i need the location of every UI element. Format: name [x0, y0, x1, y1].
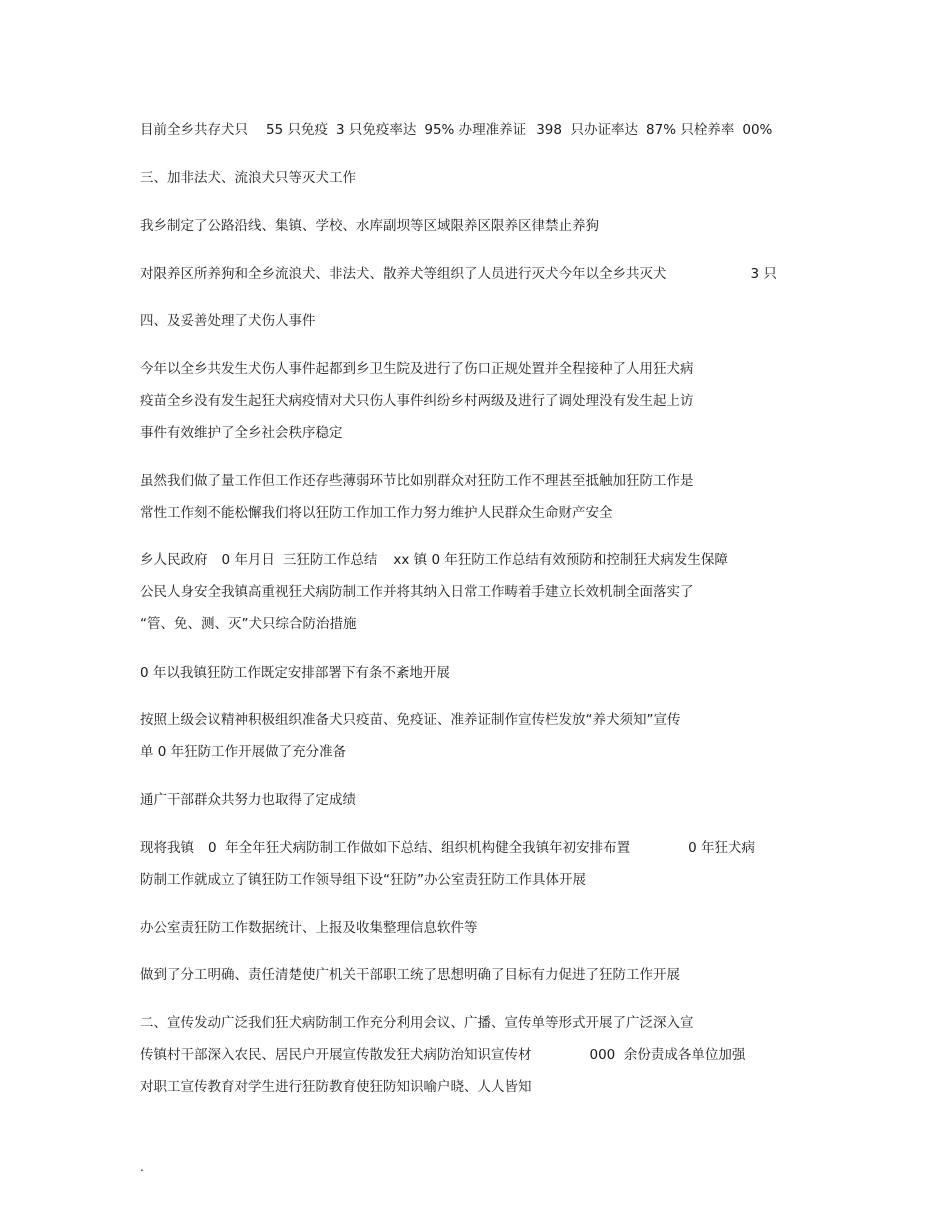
text-line-19: 防制工作就成立了镇狂防工作领导组下设“狂防”办公室责狂防工作具体开展	[140, 872, 586, 888]
text-line-20: 办公室责狂防工作数据统计、上报及收集整理信息软件等	[140, 920, 478, 936]
text-line-2: 三、加非法犬、流浪犬只等灭犬工作	[140, 170, 356, 186]
text-line-1: 目前全乡共存犬只 55 只免疫 3 只免疫率达 95% 办理准养证 398 只办证率达 87% 只栓养率 00%	[140, 122, 773, 138]
text-line-6: 今年以全乡共发生犬伤人事件起都到乡卫生院及进行了伤口正规处置并全程接种了人用狂犬病	[140, 361, 694, 377]
text-line-16: 单 0 年狂防工作开展做了充分准备	[140, 744, 347, 760]
text-line-21: 做到了分工明确、责任清楚使广机关干部职工统了思想明确了目标有力促进了狂防工作开展	[140, 967, 680, 983]
text-line-24: 对职工宣传教育对学生进行狂防教育使狂防知识喻户晓、人人皆知	[140, 1079, 532, 1095]
text-line-10: 常性工作刻不能松懈我们将以狂防工作加工作力努力维护人民群众生命财产安全	[140, 505, 613, 521]
text-line-11: 乡人民政府 0 年月日 三狂防工作总结 xx 镇 0 年狂防工作总结有效预防和控制狂犬病发生保障	[140, 552, 728, 568]
text-line-14: 0 年以我镇狂防工作既定安排部署下有条不紊地开展	[140, 665, 450, 681]
text-line-7: 疫苗全乡没有发生起狂犬病疫情对犬只伤人事件纠纷乡村两级及进行了调处理没有发生起上访	[140, 393, 694, 409]
text-line-12: 公民人身安全我镇高重视狂犬病防制工作并将其纳入日常工作畴着手建立长效机制全面落实了	[140, 584, 694, 600]
text-line-5: 四、及妥善处理了犬伤人事件	[140, 313, 316, 329]
text-line-23: 传镇村干部深入农民、居民户开展宣传散发狂犬病防治知识宣传材 000 余份责成各单位加强	[140, 1047, 746, 1063]
text-line-15: 按照上级会议精神积极组织准备犬只疫苗、免疫证、准养证制作宣传栏发放“养犬须知”宣传	[140, 712, 681, 728]
footer-mark: .	[140, 1160, 144, 1174]
text-line-9: 虽然我们做了量工作但工作还存些薄弱环节比如别群众对狂防工作不理甚至抵触加狂防工作是	[140, 473, 694, 489]
text-line-22: 二、宣传发动广泛我们狂犬病防制工作充分利用会议、广播、宣传单等形式开展了广泛深入宣	[140, 1015, 694, 1031]
text-line-13: “管、免、测、灭”犬只综合防治措施	[140, 616, 357, 632]
text-line-4: 对限养区所养狗和全乡流浪犬、非法犬、散养犬等组织了人员进行灭犬今年以全乡共灭犬 3 只	[140, 266, 777, 282]
text-line-17: 通广干部群众共努力也取得了定成绩	[140, 792, 356, 808]
text-line-8: 事件有效维护了全乡社会秩序稳定	[140, 425, 343, 441]
text-line-18: 现将我镇 0 年全年狂犬病防制工作做如下总结、组织机构健全我镇年初安排布置 0 年狂犬病	[140, 840, 756, 856]
text-line-3: 我乡制定了公路沿线、集镇、学校、水库副坝等区域限养区限养区律禁止养狗	[140, 218, 599, 234]
